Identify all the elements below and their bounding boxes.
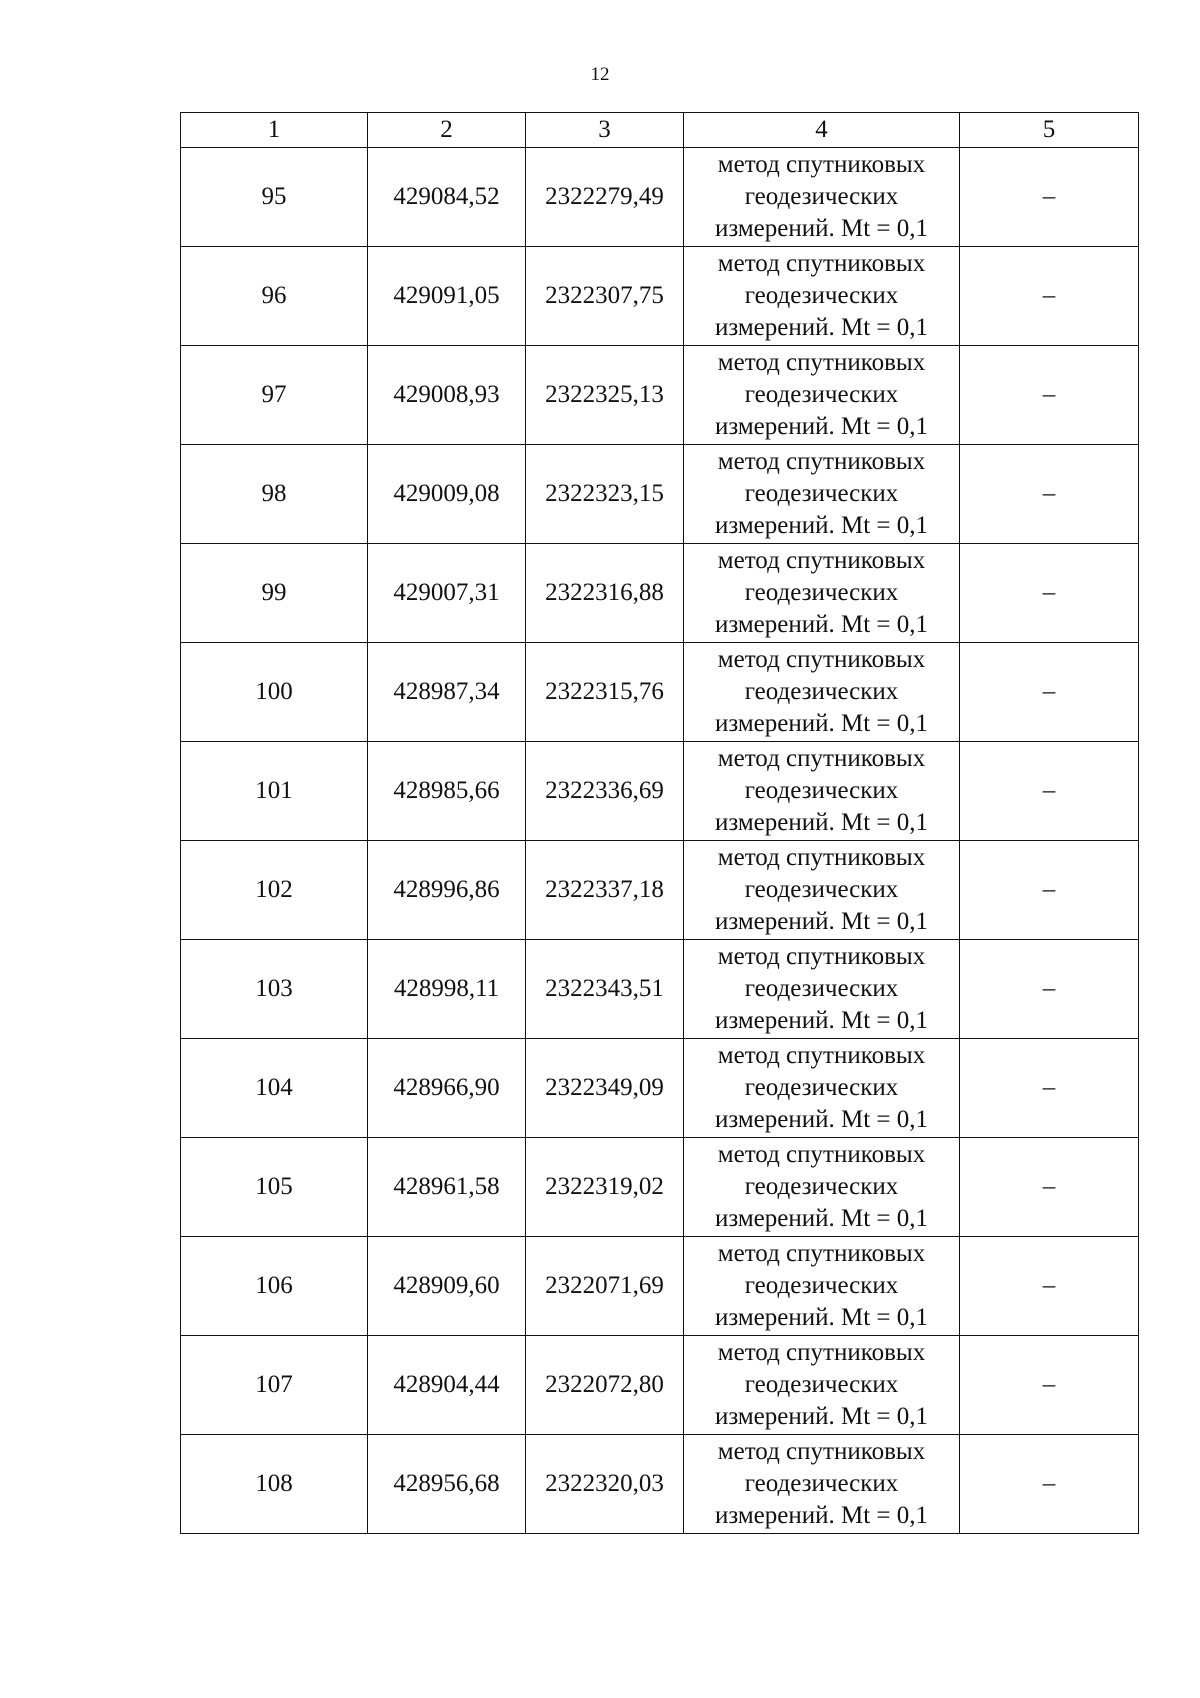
method-line: измерений. Mt = 0,1 xyxy=(714,1403,929,1430)
y-coordinate-cell: 2322307,75 xyxy=(526,247,684,346)
point-number-cell: 104 xyxy=(181,1039,368,1138)
table-row xyxy=(181,445,1139,544)
method-line: геодезических xyxy=(744,1371,899,1398)
method-line: метод спутниковых xyxy=(717,349,926,376)
y-coordinate-cell: 2322337,18 xyxy=(526,841,684,940)
point-number-cell: 97 xyxy=(181,346,368,445)
method-line: геодезических xyxy=(744,1470,899,1497)
note-cell: – xyxy=(960,148,1139,247)
column-header-1: 1 xyxy=(181,113,368,148)
method-line: метод спутниковых xyxy=(717,1042,926,1069)
method-cell xyxy=(684,1039,960,1138)
method-cell xyxy=(684,1336,960,1435)
y-coordinate-cell: 2322325,13 xyxy=(526,346,684,445)
note-cell: – xyxy=(960,940,1139,1039)
method-line: измерений. Mt = 0,1 xyxy=(714,1304,929,1331)
y-coordinate-cell: 2322072,80 xyxy=(526,1336,684,1435)
method-line: метод спутниковых xyxy=(717,1339,926,1366)
point-number-cell: 96 xyxy=(181,247,368,346)
method-line: геодезических xyxy=(744,1074,899,1101)
table-header-row xyxy=(181,113,1139,148)
point-number-cell: 95 xyxy=(181,148,368,247)
point-number-cell: 108 xyxy=(181,1435,368,1534)
method-line: измерений. Mt = 0,1 xyxy=(714,215,929,242)
method-line: метод спутниковых xyxy=(717,943,926,970)
note-cell: – xyxy=(960,544,1139,643)
note-cell: – xyxy=(960,841,1139,940)
method-line: метод спутниковых xyxy=(717,547,926,574)
method-cell xyxy=(684,841,960,940)
method-cell xyxy=(684,544,960,643)
method-line: метод спутниковых xyxy=(717,1438,926,1465)
method-cell xyxy=(684,247,960,346)
table-row xyxy=(181,346,1139,445)
table-row xyxy=(181,247,1139,346)
column-header-4: 4 xyxy=(684,113,960,148)
point-number-cell: 105 xyxy=(181,1138,368,1237)
note-cell: – xyxy=(960,643,1139,742)
x-coordinate-cell: 428996,86 xyxy=(368,841,526,940)
method-cell xyxy=(684,346,960,445)
table-row xyxy=(181,544,1139,643)
y-coordinate-cell: 2322071,69 xyxy=(526,1237,684,1336)
table-row xyxy=(181,1237,1139,1336)
y-coordinate-cell: 2322316,88 xyxy=(526,544,684,643)
method-line: измерений. Mt = 0,1 xyxy=(714,809,929,836)
column-header-3: 3 xyxy=(526,113,684,148)
method-line: геодезических xyxy=(744,579,899,606)
method-line: измерений. Mt = 0,1 xyxy=(714,314,929,341)
table-row xyxy=(181,643,1139,742)
method-line: геодезических xyxy=(744,282,899,309)
table-row xyxy=(181,1138,1139,1237)
point-number-cell: 107 xyxy=(181,1336,368,1435)
method-line: метод спутниковых xyxy=(717,1141,926,1168)
table-row xyxy=(181,940,1139,1039)
note-cell: – xyxy=(960,1435,1139,1534)
method-line: измерений. Mt = 0,1 xyxy=(714,710,929,737)
x-coordinate-cell: 428909,60 xyxy=(368,1237,526,1336)
note-cell: – xyxy=(960,1039,1139,1138)
y-coordinate-cell: 2322323,15 xyxy=(526,445,684,544)
method-line: измерений. Mt = 0,1 xyxy=(714,1007,929,1034)
note-cell: – xyxy=(960,1138,1139,1237)
note-cell: – xyxy=(960,247,1139,346)
method-cell xyxy=(684,445,960,544)
note-cell: – xyxy=(960,346,1139,445)
method-line: измерений. Mt = 0,1 xyxy=(714,1502,929,1529)
y-coordinate-cell: 2322343,51 xyxy=(526,940,684,1039)
y-coordinate-cell: 2322349,09 xyxy=(526,1039,684,1138)
column-header-5: 5 xyxy=(960,113,1139,148)
method-cell xyxy=(684,1237,960,1336)
note-cell: – xyxy=(960,445,1139,544)
x-coordinate-cell: 428985,66 xyxy=(368,742,526,841)
method-cell xyxy=(684,148,960,247)
column-header-2: 2 xyxy=(368,113,526,148)
x-coordinate-cell: 429007,31 xyxy=(368,544,526,643)
method-line: метод спутниковых xyxy=(717,646,926,673)
x-coordinate-cell: 428956,68 xyxy=(368,1435,526,1534)
method-line: измерений. Mt = 0,1 xyxy=(714,512,929,539)
point-number-cell: 102 xyxy=(181,841,368,940)
method-line: геодезических xyxy=(744,876,899,903)
method-line: измерений. Mt = 0,1 xyxy=(714,611,929,638)
x-coordinate-cell: 428966,90 xyxy=(368,1039,526,1138)
note-cell: – xyxy=(960,742,1139,841)
table-row xyxy=(181,841,1139,940)
coordinates-table xyxy=(180,112,1139,1534)
x-coordinate-cell: 429084,52 xyxy=(368,148,526,247)
table-row xyxy=(181,1435,1139,1534)
y-coordinate-cell: 2322315,76 xyxy=(526,643,684,742)
method-cell xyxy=(684,742,960,841)
table-row xyxy=(181,1039,1139,1138)
y-coordinate-cell: 2322320,03 xyxy=(526,1435,684,1534)
page-number: 12 xyxy=(590,64,610,85)
note-cell: – xyxy=(960,1237,1139,1336)
x-coordinate-cell: 428904,44 xyxy=(368,1336,526,1435)
method-line: метод спутниковых xyxy=(717,745,926,772)
point-number-cell: 106 xyxy=(181,1237,368,1336)
note-cell: – xyxy=(960,1336,1139,1435)
method-line: измерений. Mt = 0,1 xyxy=(714,908,929,935)
method-line: геодезических xyxy=(744,678,899,705)
y-coordinate-cell: 2322319,02 xyxy=(526,1138,684,1237)
x-coordinate-cell: 429091,05 xyxy=(368,247,526,346)
method-line: геодезических xyxy=(744,1272,899,1299)
table-row xyxy=(181,1336,1139,1435)
x-coordinate-cell: 428961,58 xyxy=(368,1138,526,1237)
method-line: измерений. Mt = 0,1 xyxy=(714,413,929,440)
method-line: измерений. Mt = 0,1 xyxy=(714,1205,929,1232)
point-number-cell: 103 xyxy=(181,940,368,1039)
method-line: метод спутниковых xyxy=(717,448,926,475)
method-cell xyxy=(684,643,960,742)
point-number-cell: 101 xyxy=(181,742,368,841)
x-coordinate-cell: 429008,93 xyxy=(368,346,526,445)
method-cell xyxy=(684,940,960,1039)
method-line: измерений. Mt = 0,1 xyxy=(714,1106,929,1133)
x-coordinate-cell: 428998,11 xyxy=(368,940,526,1039)
method-line: метод спутниковых xyxy=(717,844,926,871)
method-line: метод спутниковых xyxy=(717,250,926,277)
table-body xyxy=(181,148,1139,1534)
table-row xyxy=(181,148,1139,247)
point-number-cell: 99 xyxy=(181,544,368,643)
table-row xyxy=(181,742,1139,841)
method-line: геодезических xyxy=(744,1173,899,1200)
method-line: геодезических xyxy=(744,975,899,1002)
method-line: геодезических xyxy=(744,777,899,804)
method-cell xyxy=(684,1435,960,1534)
method-line: геодезических xyxy=(744,381,899,408)
method-line: геодезических xyxy=(744,183,899,210)
point-number-cell: 100 xyxy=(181,643,368,742)
method-line: метод спутниковых xyxy=(717,151,926,178)
point-number-cell: 98 xyxy=(181,445,368,544)
method-line: метод спутниковых xyxy=(717,1240,926,1267)
x-coordinate-cell: 429009,08 xyxy=(368,445,526,544)
method-line: геодезических xyxy=(744,480,899,507)
x-coordinate-cell: 428987,34 xyxy=(368,643,526,742)
y-coordinate-cell: 2322336,69 xyxy=(526,742,684,841)
y-coordinate-cell: 2322279,49 xyxy=(526,148,684,247)
method-cell xyxy=(684,1138,960,1237)
